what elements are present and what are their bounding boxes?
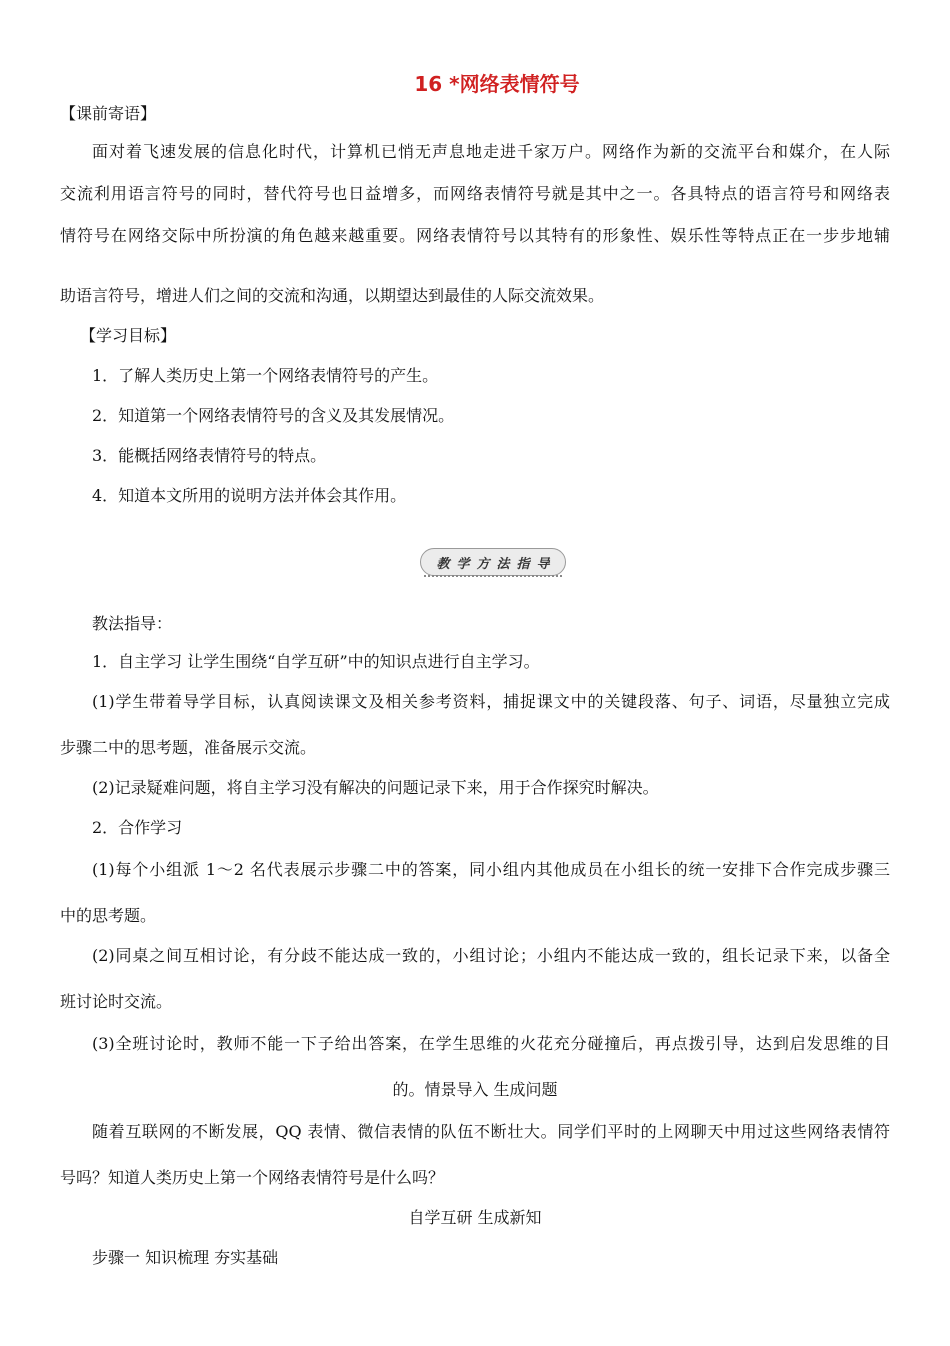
method-1b: (2)记录疑难问题，将自主学习没有解决的问题记录下来，用于合作探究时解决。 (92, 778, 659, 797)
method-1a-line-1: (1)学生带着导学目标，认真阅读课文及相关参考资料，捕捉课文中的关键段落、句子、词语，尽量独立完成 (92, 692, 890, 711)
method-2b-line-2: 班讨论时交流。 (60, 992, 173, 1011)
teaching-method-banner (420, 548, 566, 576)
intro-line-2: 号吗？知道人类历史上第一个网络表情符号是什么吗？ (60, 1168, 445, 1187)
step-1-heading: 步骤一 知识梳理 夯实基础 (92, 1248, 279, 1267)
goal-3: 3．能概括网络表情符号的特点。 (92, 446, 327, 465)
banner-char: 教 (436, 556, 450, 572)
preface-line-4: 助语言符号，增进人们之间的交流和沟通，以期望达到最佳的人际交流效果。 (60, 286, 605, 305)
banner-char: 导 (536, 556, 550, 572)
self-study-heading: 自学互研 生成新知 (408, 1208, 542, 1227)
preface-header: 【课前寄语】 (60, 104, 157, 123)
goal-4: 4．知道本文所用的说明方法并体会其作用。 (92, 486, 407, 505)
banner-underline (424, 575, 562, 581)
method-2c-line-2: 的。情景导入 生成问题 (392, 1080, 558, 1099)
method-2: 2．合作学习 (92, 818, 183, 837)
page-title: 16 *网络表情符号 (414, 72, 580, 96)
goal-1: 1．了解人类历史上第一个网络表情符号的产生。 (92, 366, 439, 385)
intro-line-1: 随着互联网的不断发展，QQ 表情、微信表情的队伍不断壮大。同学们平时的上网聊天中用过这些网络表情符 (92, 1122, 890, 1141)
method-2b-line-1: (2)同桌之间互相讨论，有分歧不能达成一致的，小组讨论；小组内不能达成一致的，组长记录下来，以备全 (92, 946, 890, 965)
banner-char: 方 (476, 556, 490, 572)
method-2a-line-2: 中的思考题。 (60, 906, 157, 925)
method-2a-line-1: (1)每个小组派 1～2 名代表展示步骤二中的答案，同小组内其他成员在小组长的统一安排下合作完成步骤三 (92, 860, 890, 879)
banner-char: 学 (456, 556, 470, 572)
preface-line-3: 情符号在网络交际中所扮演的角色越来越重要。网络表情符号以其特有的形象性、娱乐性等特点正在一步步地辅 (60, 226, 890, 245)
method-1: 1．自主学习 让学生围绕“自学互研”中的知识点进行自主学习。 (92, 652, 540, 671)
method-2c-line-1: (3)全班讨论时，教师不能一下子给出答案，在学生思维的火花充分碰撞后，再点拨引导，达到启发思维的目 (92, 1034, 890, 1053)
banner-char: 法 (496, 556, 510, 572)
banner-char: 指 (516, 556, 530, 572)
goals-header: 【学习目标】 (80, 326, 177, 345)
preface-line-1: 面对着飞速发展的信息化时代，计算机已悄无声息地走进千家万户。网络作为新的交流平台和媒介，在人际 (92, 142, 890, 161)
method-1a-line-2: 步骤二中的思考题，准备展示交流。 (60, 738, 317, 757)
goal-2: 2．知道第一个网络表情符号的含义及其发展情况。 (92, 406, 455, 425)
preface-line-2: 交流利用语言符号的同时，替代符号也日益增多，而网络表情符号就是其中之一。各具特点的语言符号和网络表 (60, 184, 890, 203)
method-header: 教法指导： (92, 614, 173, 633)
